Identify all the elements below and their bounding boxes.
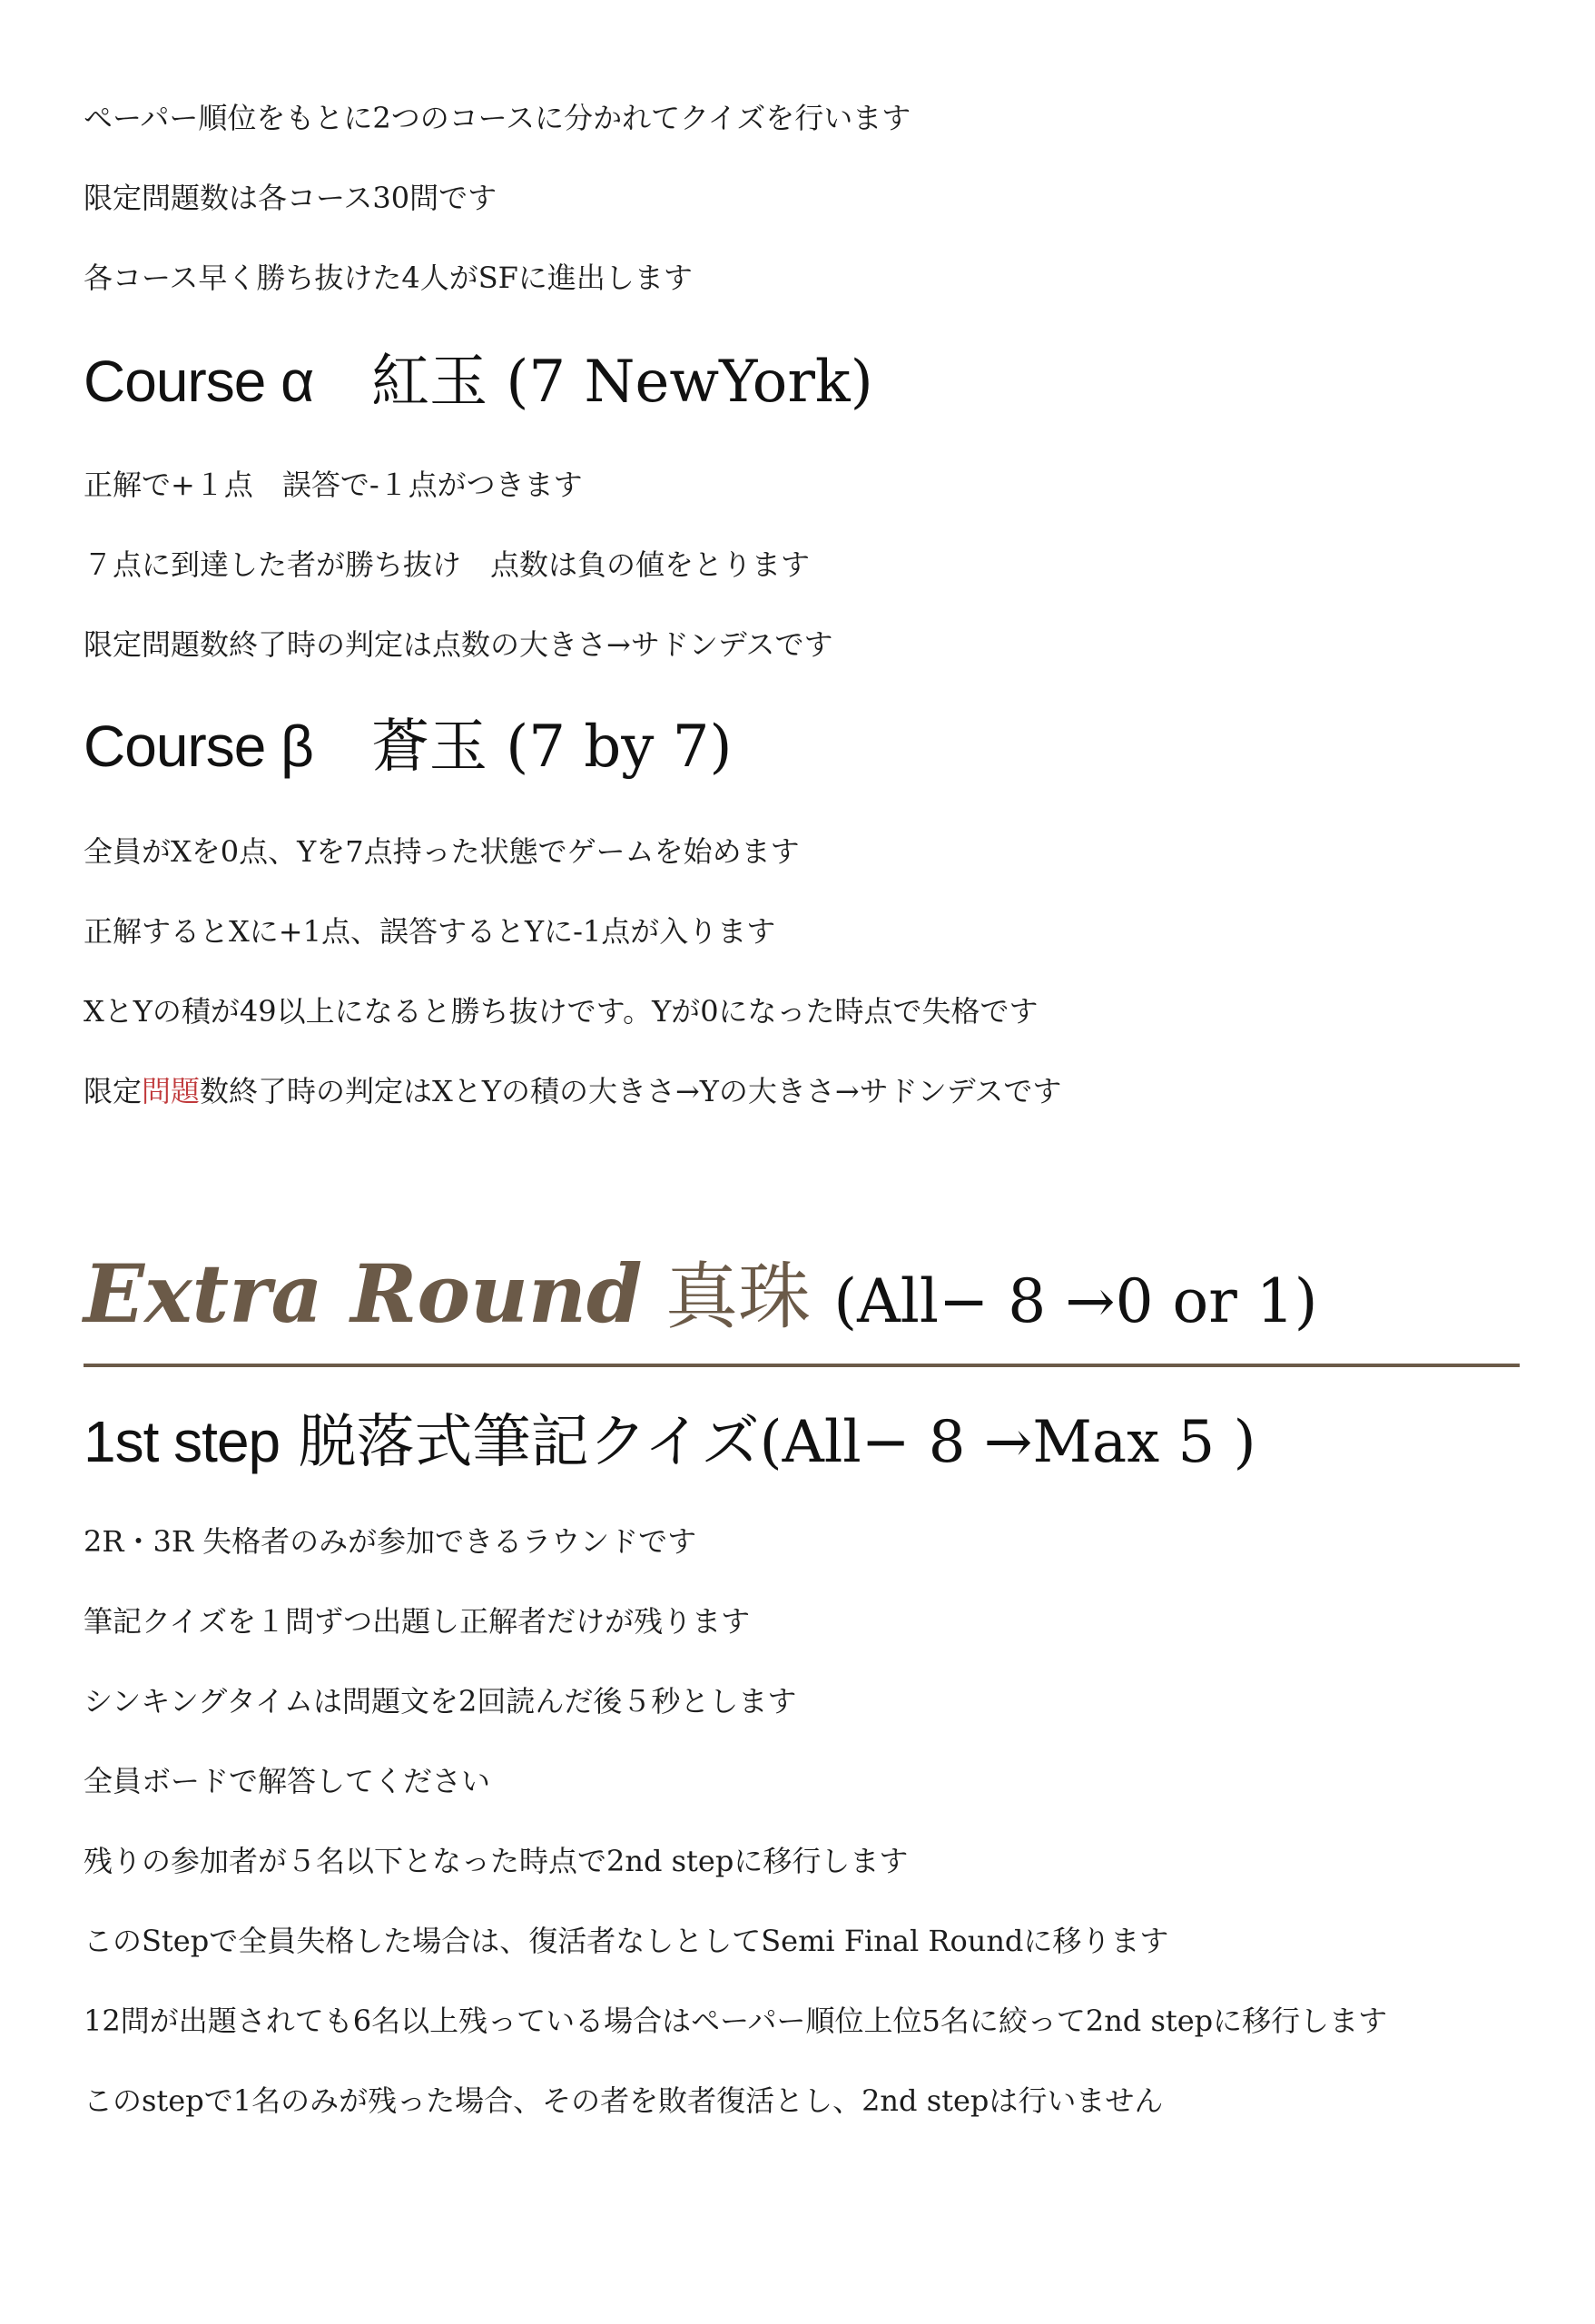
course-alpha-line-3: 限定問題数終了時の判定は点数の大きさ→サドンデスです [84, 627, 833, 662]
step1-line-2: 筆記クイズを１問ずつ出題し正解者だけが残ります [84, 1604, 751, 1639]
course-beta-line-4-after: 数終了時の判定はXとYの積の大きさ→Yの大きさ→サドンデスです [200, 1074, 1062, 1108]
step1-line-1: 2R・3R 失格者のみが参加できるラウンドです [84, 1524, 697, 1559]
course-alpha-line-1: 正解で+１点 誤答で-１点がつきます [84, 468, 583, 502]
extra-round-title-jp: 真珠 [642, 1255, 834, 1339]
course-alpha-line-2: ７点に到達した者が勝ち抜け 点数は負の値をとります [84, 547, 811, 582]
course-alpha-heading-latin: Course α [84, 349, 314, 414]
intro-line-3: 各コース早く勝ち抜けた4人がSFに進出します [84, 261, 693, 295]
course-beta-heading-rest: 蒼玉 (7 by 7) [312, 714, 733, 781]
course-beta-line-1: 全員がXを0点、Yを7点持った状態でゲームを始めます [84, 834, 800, 869]
step1-line-3: シンキングタイムは問題文を2回読んだ後５秒とします [84, 1684, 797, 1718]
step1-line-8: このstepで1名のみが残った場合、その者を敗者復活とし、2nd stepは行いません [84, 2083, 1164, 2118]
step1-line-4: 全員ボードで解答してください [84, 1764, 491, 1798]
step1-heading-rest: 脱落式筆記クイズ(All− 8 →Max 5 ) [280, 1409, 1256, 1476]
course-beta-line-4-highlight: 問題 [142, 1074, 201, 1108]
step1-heading [84, 1405, 1256, 1479]
course-alpha-heading [84, 345, 873, 419]
course-beta-line-4 [84, 1071, 1061, 1111]
step1-heading-latin: 1st step [84, 1409, 281, 1474]
course-beta-line-2: 正解するとXに+1点、誤答するとYに-1点が入ります [84, 914, 776, 949]
step1-line-6: このStepで全員失格した場合は、復活者なしとしてSemi Final Roundに移ります [84, 1924, 1169, 1958]
extra-round-divider [84, 1364, 1520, 1367]
course-alpha-heading-rest: 紅玉 (7 NewYork) [313, 349, 873, 416]
course-beta-line-4-before: 限定 [84, 1074, 143, 1108]
extra-round-title-italic: Extra Round [84, 1246, 643, 1341]
extra-round-subtitle: (All− 8 →0 or 1) [833, 1266, 1318, 1336]
course-beta-line-3: XとYの積が49以上になると勝ち抜けです。Yが0になった時点で失格です [84, 994, 1039, 1029]
course-beta-heading-latin: Course β [84, 714, 313, 779]
extra-round-heading [84, 1244, 1318, 1367]
intro-line-2: 限定問題数は各コース30問です [84, 181, 497, 215]
course-beta-heading [84, 710, 732, 783]
step1-line-5: 残りの参加者が５名以下となった時点で2nd stepに移行します [84, 1844, 909, 1878]
intro-line-1: ペーパー順位をもとに2つのコースに分かれてクイズを行います [84, 101, 911, 135]
step1-line-7: 12問が出題されても6名以上残っている場合はペーパー順位上位5名に絞って2nd stepに移行します [84, 2004, 1388, 2038]
